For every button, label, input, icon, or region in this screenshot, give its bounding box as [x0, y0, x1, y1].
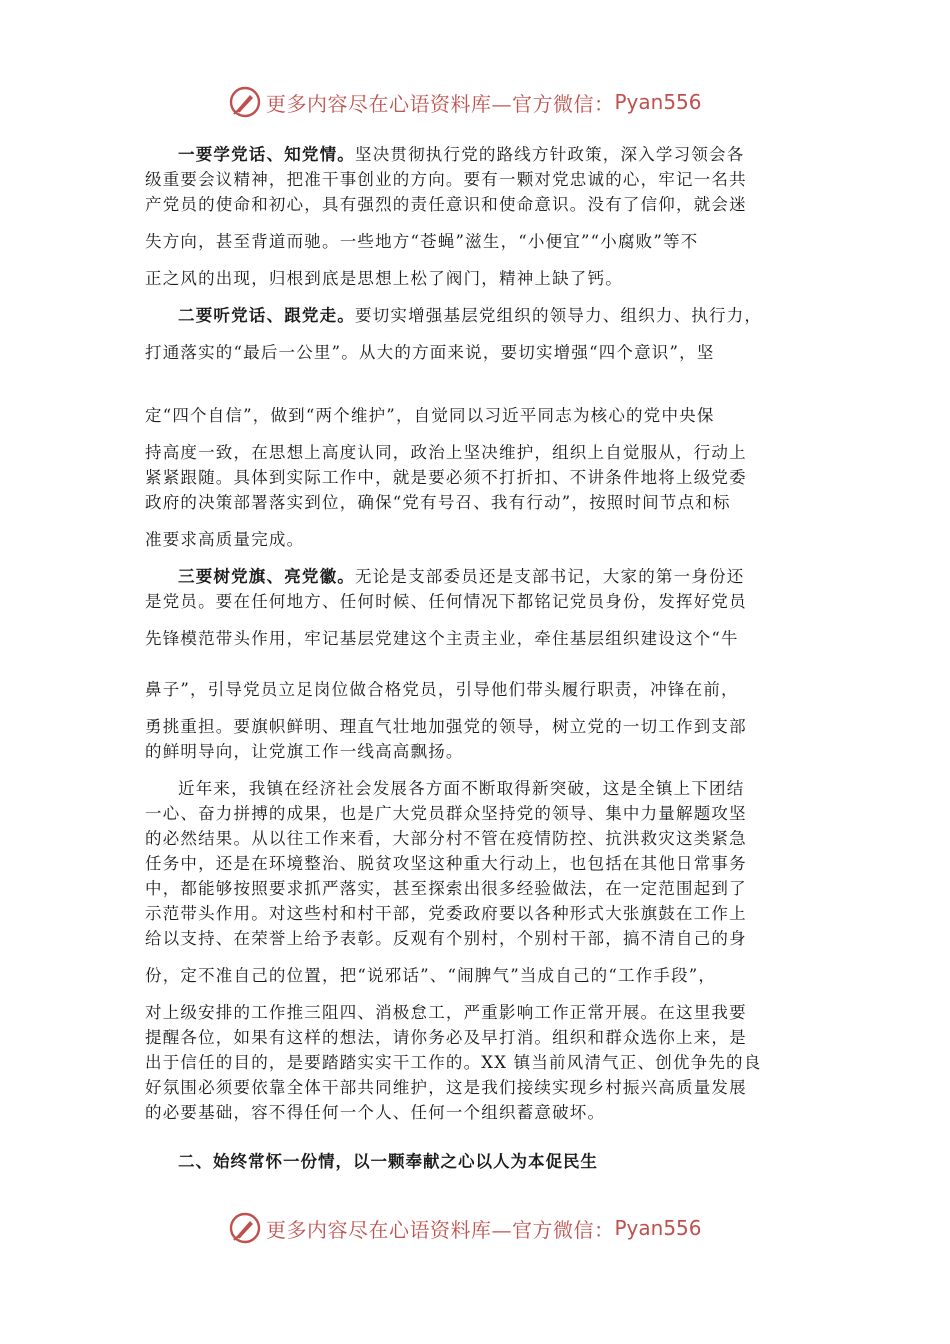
- paragraph-3-lead: 三要树党旗、亮党徽。: [178, 567, 355, 586]
- text-line: 勇挑重担。要旗帜鲜明、理直气壮地加强党的领导，树立党的一切工作到支部: [145, 717, 747, 736]
- banner-text: 更多内容尽在心语资料库—官方微信：: [266, 91, 615, 116]
- text-line: 政府的决策部署落实到位，确保“党有号召、我有行动”，按照时间节点和标: [145, 493, 731, 512]
- text-line: 的必然结果。从以往工作来看，大部分村不管在疫情防控、抗洪救灾这类紧急: [145, 829, 747, 848]
- text-line: 对上级安排的工作推三阻四、消极怠工，严重影响工作正常开展。在这里我要: [145, 1003, 747, 1022]
- text-line: 示范带头作用。对这些村和村干部，党委政府要以各种形式大张旗鼓在工作上: [145, 904, 747, 923]
- paragraph-4: [145, 776, 807, 1125]
- text-line: 准要求高质量完成。: [145, 530, 305, 549]
- text-line: 先锋模范带头作用，牢记基层党建这个主责主业，牵住基层组织建设这个“牛: [145, 629, 739, 648]
- text-line: 紧紧跟随。具体到实际工作中，就是要必须不打折扣、不讲条件地将上级党委: [145, 468, 747, 487]
- text-line: 好氛围必须要依靠全体干部共同维护，这是我们接续实现乡村振兴高质量发展: [145, 1078, 747, 1097]
- text-line: 正之风的出现，归根到底是思想上松了阀门，精神上缺了钙。: [145, 269, 623, 288]
- text-line: 产党员的使命和初心，具有强烈的责任意识和使命意识。没有了信仰，就会迷: [145, 195, 747, 214]
- document-body: [145, 142, 807, 1174]
- header-banner: [228, 84, 748, 120]
- text-line: 定“四个自信”，做到“两个维护”，自觉同以习近平同志为核心的党中央保: [145, 406, 715, 425]
- text-line: 一心、奋力拼搏的成果，也是广大党员群众坚持党的领导、集中力量解题攻坚: [145, 804, 747, 823]
- text-line: 失方向，甚至背道而驰。一些地方“苍蝇”滋生，“小便宜”“小腐败”等不: [145, 232, 699, 251]
- text-line: 出于信任的目的，是要踏踏实实干工作的。XX 镇当前风清气正、创优争先的良: [145, 1053, 762, 1072]
- text-line: 提醒各位，如果有这样的想法，请你务必及早打消。组织和群众选你上来，是: [145, 1028, 747, 1047]
- text-line: 无论是支部委员还是支部书记，大家的第一身份还: [355, 567, 745, 586]
- text-line: 任务中，还是在环境整治、脱贫攻坚这种重大行动上，也包括在其他日常事务: [145, 854, 747, 873]
- text-line: 坚决贯彻执行党的路线方针政策，深入学习领会各: [355, 145, 745, 164]
- text-line: 打通落实的“最后一公里”。从大的方面来说，要切实增强“四个意识”，坚: [145, 343, 715, 362]
- paragraph-1-lead: 一要学党话、知党情。: [178, 145, 355, 164]
- text-line: 要切实增强基层党组织的领导力、组织力、执行力，: [355, 306, 763, 325]
- text-line: 份，定不准自己的位置，把“说邪话”、“闹脾气”当成自己的“工作手段”，: [145, 966, 717, 985]
- text-line: 级重要会议精神，把准干事创业的方向。要有一颗对党忠诚的心，牢记一名共: [145, 170, 747, 189]
- text-line: 持高度一致，在思想上高度认同，政治上坚决维护，组织上自觉服从，行动上: [145, 443, 747, 462]
- paragraph-2: [145, 303, 807, 552]
- paragraph-1: [145, 142, 807, 291]
- section-heading: 二、始终常怀一份情，以一颗奉献之心以人为本促民生: [178, 1152, 598, 1171]
- pen-logo-icon: [228, 1211, 262, 1245]
- banner-text: 更多内容尽在心语资料库—官方微信：: [266, 1217, 615, 1242]
- paragraph-2-lead: 二要听党话、跟党走。: [178, 306, 355, 325]
- text-line: 中，都能够按照要求抓严落实，甚至探索出很多经验做法，在一定范围起到了: [145, 879, 747, 898]
- pen-logo-icon: [228, 85, 262, 119]
- paragraph-3: [145, 564, 807, 764]
- banner-wechat-id: Pyan556: [614, 1216, 702, 1240]
- banner-wechat-id: Pyan556: [614, 90, 702, 114]
- text-line: 的鲜明导向，让党旗工作一线高高飘扬。: [145, 742, 464, 761]
- text-line: 近年来，我镇在经济社会发展各方面不断取得新突破，这是全镇上下团结: [178, 779, 745, 798]
- text-line: 的必要基础，容不得任何一个人、任何一个组织蓄意破坏。: [145, 1103, 606, 1122]
- text-line: 给以支持、在荣誉上给予表彰。反观有个别村，个别村干部，搞不清自己的身: [145, 929, 747, 948]
- text-line: 是党员。要在任何地方、任何时候、任何情况下都铭记党员身份，发挥好党员: [145, 592, 747, 611]
- text-line: 鼻子”，引导党员立足岗位做合格党员，引导他们带头履行职责，冲锋在前，: [145, 680, 739, 699]
- footer-banner: [228, 1210, 748, 1246]
